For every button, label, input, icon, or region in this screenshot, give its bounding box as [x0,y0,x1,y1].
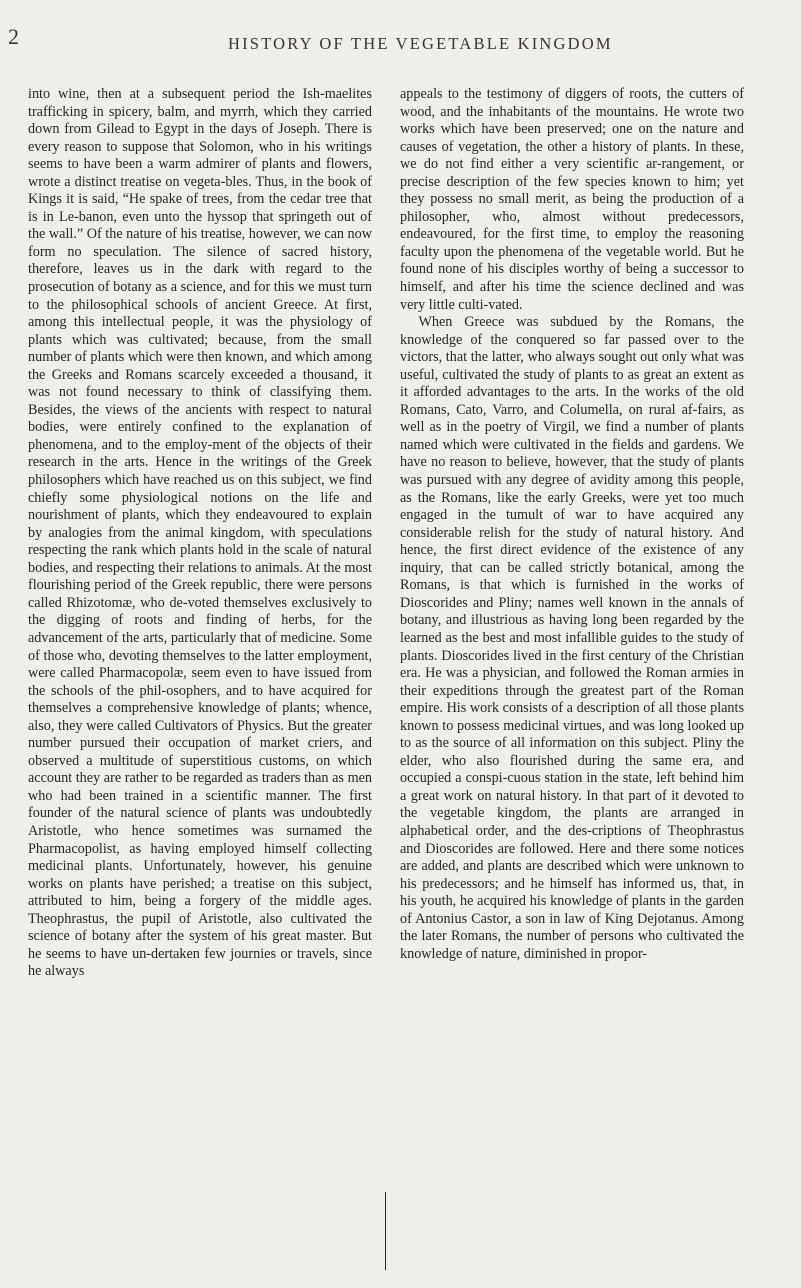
left-column [28,86,372,981]
left-paragraph-1: into wine, then at a subsequent period the Ish-maelites trafficking in spicery, balm, and myrrh, which they carried down from Gilead to Egypt in the days of Joseph. There is every reason to suppose that Solomon, who in his writings seems to have been a warm admirer of plants and flowers, wrote a distinct treatise on vegeta-bles. Thus, in the book of Kings it is said, “He spake of trees, from the cedar tree that is in Le-banon, even unto the hyssop that springeth out of the wall.” Of the nature of his treatise, however, we can now form no speculation. The silence of sacred history, therefore, leaves us in the dark with regard to the prosecution of botany as a science, and for this we must turn to the philosophical schools of ancient Greece. At first, among this intellectual people, it was the physiology of plants which was cultivated; because, from the small number of plants which were then known, and which among the Greeks and Romans scarcely exceeded a thousand, it was not found necessary to think of classifying them. Besides, the views of the ancients with respect to natural bodies, were entirely confined to the explanation of phenomena, and to the employ-ment of the objects of their research in the arts. Hence in the writings of the Greek philosophers which have reached us on this subject, we find chiefly some physiological notions on the life and nourishment of plants, which they endeavoured to explain by analogies from the animal kingdom, with speculations respecting the rank which plants hold in the scale of natural bodies, and respecting their relations to animals. At the most flourishing period of the Greek republic, there were persons called Rhizotomæ, who de-voted themselves exclusively to the digging of roots and finding of herbs, for the advancement of the arts, particularly that of medicine. Some of those who, devoting themselves to the latter employment, were called Pharmacopolæ, seem even to have issued from the schools of the phil-osophers, and to have acquired for themselves a comprehensive knowledge of plants; whence, also, they were called Cultivators of Physics. But the greater number pursued their occupation of market criers, and observed a multitude of superstitious customs, on which account they are rather to be regarded as traders than as men who had been trained in a scientific manner. The first founder of the natural science of plants was undoubtedly Aristotle, who hence sometimes was surnamed the Pharmacopolist, as having employed himself collecting medicinal plants. Unfortunately, however, his genuine works on plants have perished; a treatise on this subject, attributed to him, being a forgery of the middle ages. Theophrastus, the pupil of Aristotle, also cultivated the science of botany after the system of his great master. But he seems to have un-dertaken few journies or travels, since he always [28,86,372,980]
right-paragraph-1: appeals to the testimony of diggers of roots, the cutters of wood, and the inhabitants of the mountains. He wrote two works which have been preserved; one on the nature and causes of vegetation, the other a history of plants. In these, we do not find either a very scientific ar-rangement, or precise description of the few species known to him; yet they possess no small merit, as being the production of a philosopher, who, almost without predecessors, endeavoured, for the first time, to employ the reasoning faculty upon the phenomena of the vegetable world. But he found none of his disciples worthy of being a successor to himself, and after his time the science declined and was very little culti-vated. [400,86,744,313]
right-column [400,86,744,963]
right-paragraph-2: When Greece was subdued by the Romans, the knowledge of the conquered so far passed over to the victors, that the latter, who always sought out only what was useful, cultivated the study of plants to as great an extent as it afforded advantages to the arts. In the works of the old Romans, Cato, Varro, and Columella, on rural af-fairs, as well as in the poetry of Virgil, we find a number of plants named which were cultivated in the fields and gardens. We have no reason to believe, however, that the study of plants was pursued with any degree of avidity among this people, as the Romans, like the early Greeks, were yet too much engaged in the tumult of war to have acquired any considerable relish for the study of natural history. And hence, the first direct evidence of the existence of any inquiry, that can be called strictly botanical, among the Romans, is that which is furnished in the works of Dioscorides and Pliny; names well known in the annals of botany, and illustrious as having long been regarded by the learned as the best and most infallible guides to the study of plants. Dioscorides lived in the first century of the Christian era. He was a physician, and followed the Roman armies in their expeditions through the greatest part of the Roman empire. His work consists of a description of all those plants known to possess medicinal virtues, and was long looked up to as the source of all information on this subject. Pliny the elder, who also flourished during the same era, and occupied a conspi-cuous station in the state, left behind him a great work on natural history. In that part of it devoted to the vegetable kingdom, the plants are arranged in alphabetical order, and the des-criptions of Theophrastus and Dioscorides are followed. Here and there some notices are added, and plants are described which were unknown to his predecessors; and he himself has informed us, that, in his youth, he acquired his knowledge of plants in the garden of Antonius Castor, a son in law of King Dejotanus. Among the later Romans, the number of persons who cultivated the knowledge of nature, diminished in propor- [400,314,744,962]
running-head: HISTORY OF THE VEGETABLE KINGDOM [228,34,613,53]
column-divider [385,1192,386,1270]
page-number: 2 [8,24,19,49]
